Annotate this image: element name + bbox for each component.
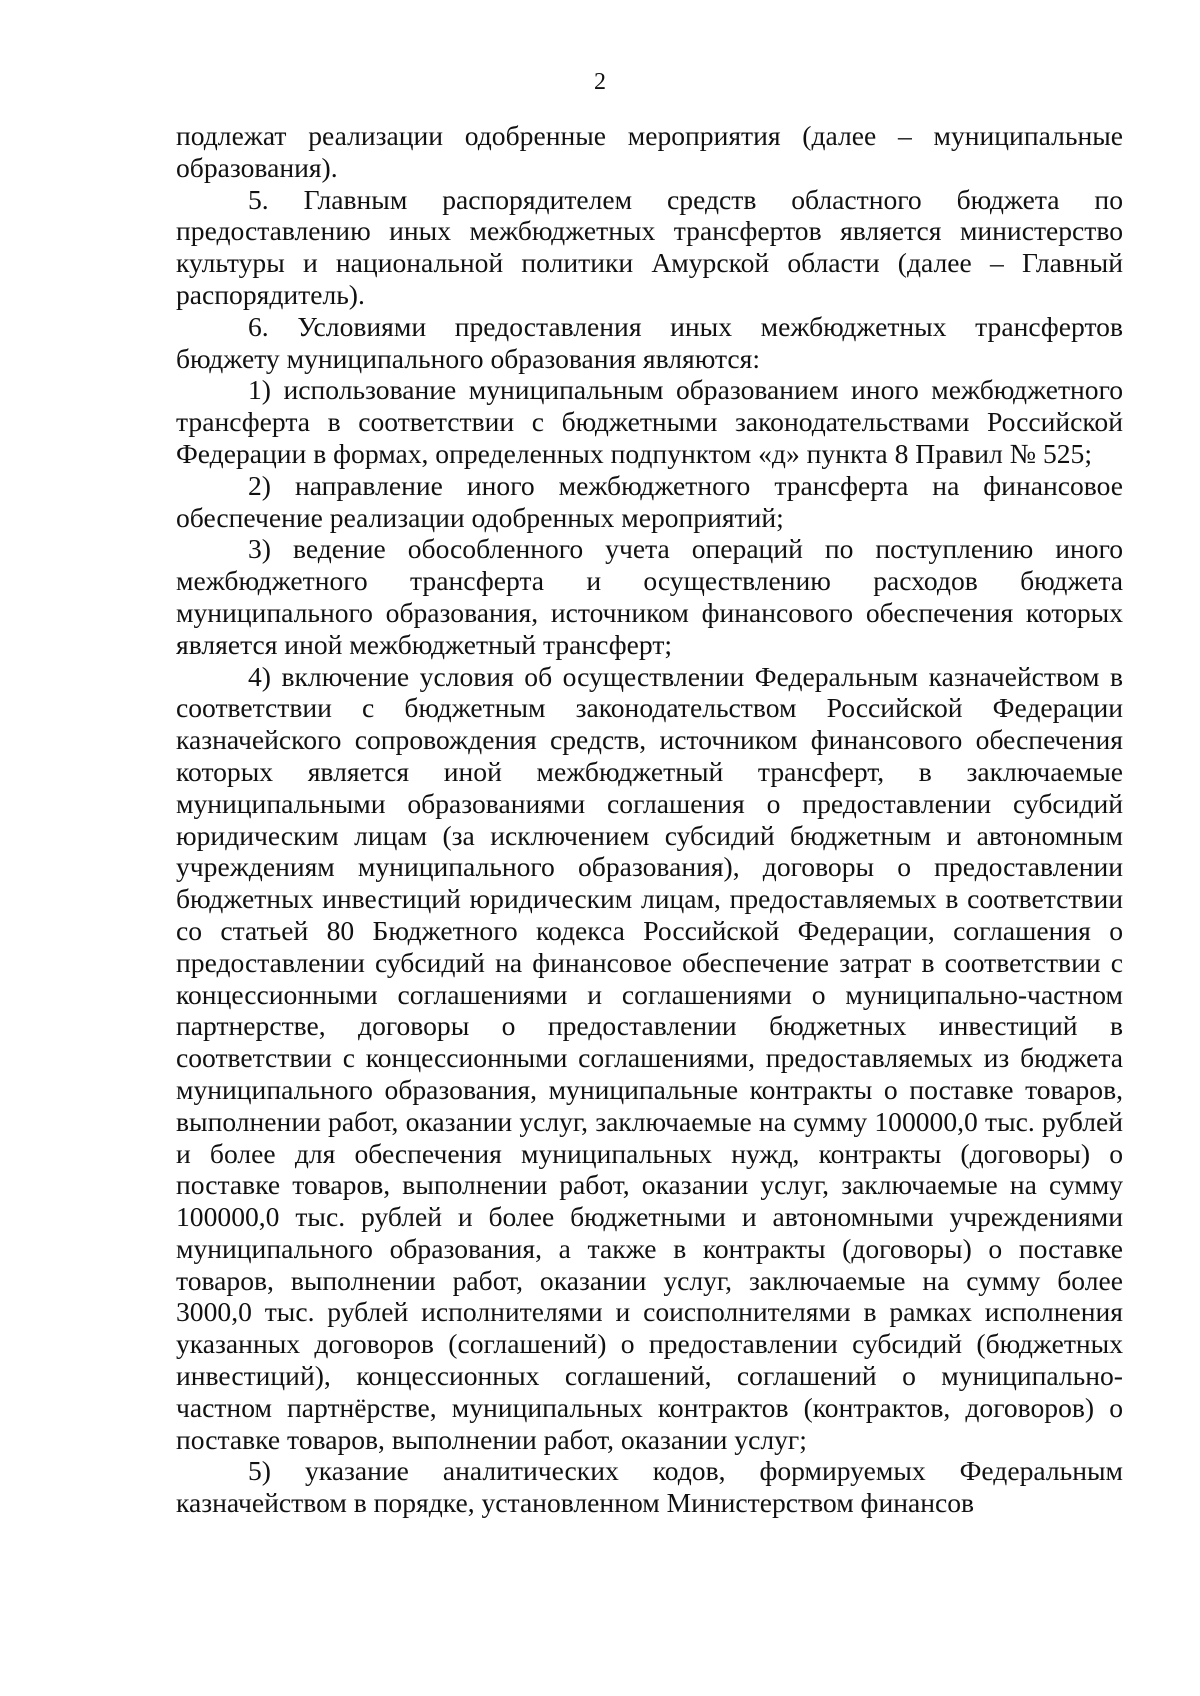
subitem-4: 4) включение условия об осуществлении Федеральным казначейством в соответствии с бюджетным законодательством Российской Федерации казначейского сопровождения средств, источником финансового обеспечения которых является иной межбюджетный трансферт, в заключаемые муниципальными образованиями соглашения о предоставлении субсидий юридическим лицам (за исключением субсидий бюджетным и автономным учреждениям муниципального образования), договоры о предоставлении бюджетных инвестиций юридическим лицам, предоставляемых в соответствии со статьей 80 Бюджетного кодекса Российской Федерации, соглашения о предоставлении субсидий на финансовое обеспечение затрат в соответствии с концессионными соглашениями и соглашениями о муниципально-частном партнерстве, договоры о предоставлении бюджетных инвестиций в соответствии с концессионными соглашениями, предоставляемых из бюджета муниципального образования, муниципальные контракты о поставке товаров, выполнении работ, оказании услуг, заключаемые на сумму 100000,0 тыс. рублей и более для обеспечения муниципальных нужд, контракты (договоры) о поставке товаров, выполнении работ, оказании услуг, заключаемые на сумму 100000,0 тыс. рублей и более бюджетными и автономными учреждениями муниципального образования, а также в контракты (договоры) о поставке товаров, выполнении работ, оказании услуг, заключаемые на сумму более 3000,0 тыс. рублей исполнителями и соисполнителями в рамках исполнения указанных договоров (соглашений) о предоставлении субсидий (бюджетных инвестиций), концессионных соглашений, соглашений о муниципально-частном партнёрстве, муниципальных контрактов (контрактов, договоров) о поставке товаров, выполнении работ, оказании услуг;: [176, 660, 1123, 1455]
paragraph-item-5: 5. Главным распорядителем средств областного бюджета по предоставлению иных межбюджетных трансфертов является министерство культуры и национальной политики Амурской области (далее – Главный распорядитель).: [176, 183, 1123, 310]
subitem-3: 3) ведение обособленного учета операций по поступлению иного межбюджетного трансферта и осуществлению расходов бюджета муниципального образования, источником финансового обеспечения которых является иной межбюджетный трансферт;: [176, 533, 1123, 660]
page-number: 2: [594, 69, 606, 95]
paragraph-item-6: 6. Условиями предоставления иных межбюджетных трансфертов бюджету муниципального образования являются:: [176, 310, 1123, 374]
subitem-2: 2) направление иного межбюджетного трансферта на финансовое обеспечение реализации одобренных мероприятий;: [176, 469, 1123, 533]
subitem-5: 5) указание аналитических кодов, формируемых Федеральным казначейством в порядке, установленном Министерством финансов: [176, 1455, 1123, 1519]
subitem-1: 1) использование муниципальным образованием иного межбюджетного трансферта в соответствии с бюджетными законодательствами Российской Федерации в формах, определенных подпунктом «д» пункта 8 Правил № 525;: [176, 374, 1123, 469]
paragraph-continuation: подлежат реализации одобренные мероприятия (далее – муниципальные образования).: [176, 120, 1123, 183]
document-body: [176, 120, 1123, 1519]
